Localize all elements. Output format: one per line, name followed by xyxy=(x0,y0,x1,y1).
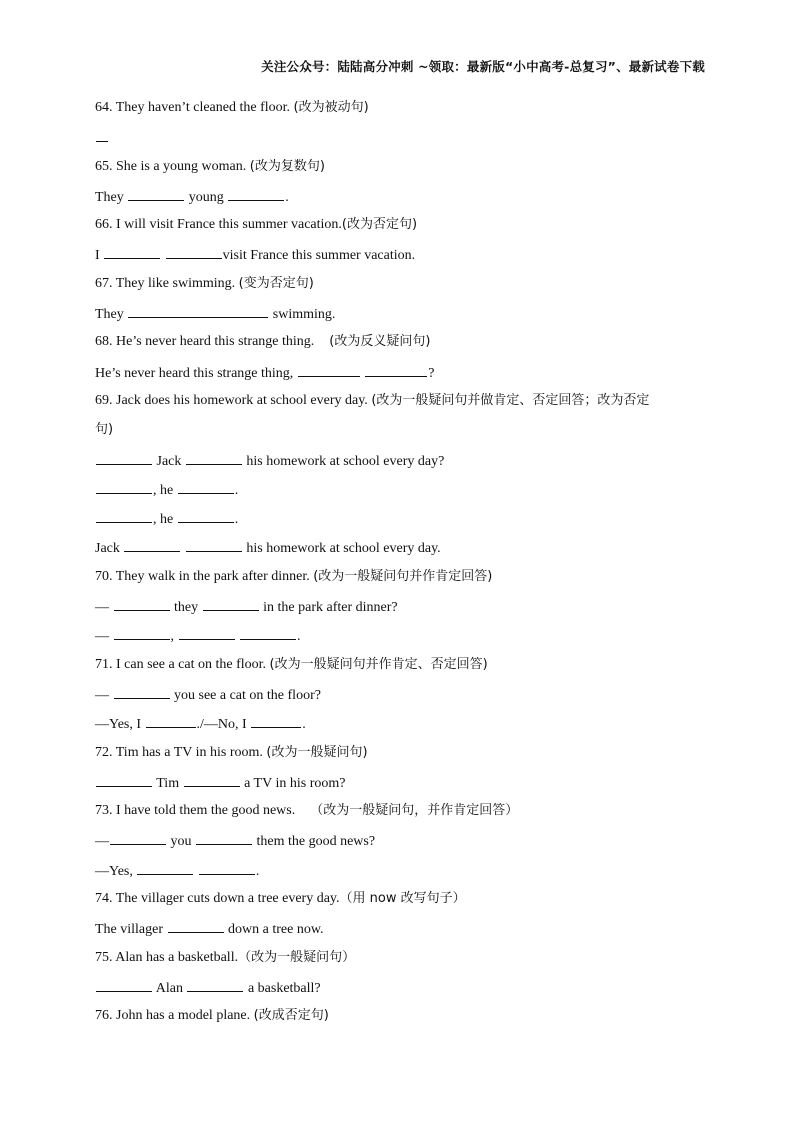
answer-blank[interactable] xyxy=(137,860,193,875)
question-75 xyxy=(95,948,705,977)
answer-blank[interactable] xyxy=(166,244,222,259)
question-instruction: （改为一般疑问句） xyxy=(238,949,356,965)
question-text: The villager cuts down a tree every day. xyxy=(115,891,340,907)
answer-line-64 xyxy=(95,127,705,156)
answer-blank[interactable] xyxy=(96,450,152,465)
answer-text: . xyxy=(302,717,306,733)
page-header: 关注公众号：陆陆高分冲刺 ~领取：最新版“小中高考-总复习”、最新试卷下载 xyxy=(261,59,705,74)
answer-line-72 xyxy=(95,772,705,801)
exercise-list xyxy=(95,98,705,1036)
answer-blank[interactable] xyxy=(251,713,301,728)
question-number: 71. xyxy=(95,656,113,672)
answer-text: a TV in his room? xyxy=(244,775,346,791)
question-text: They like swimming. xyxy=(115,275,236,291)
answer-blank[interactable] xyxy=(228,186,284,201)
answer-line-74 xyxy=(95,918,705,947)
question-number: 69. xyxy=(95,392,113,408)
answer-text: you see a cat on the floor? xyxy=(174,687,321,703)
answer-text: —Yes, I xyxy=(95,717,142,733)
question-text: She is a young woman. xyxy=(116,158,247,174)
question-text: He’s never heard this strange thing. xyxy=(116,334,315,350)
question-76 xyxy=(95,1006,705,1035)
question-instruction: (改为反义疑问句) xyxy=(329,334,431,350)
answer-line-69-b xyxy=(95,479,705,508)
answer-text: —Yes, xyxy=(95,863,133,879)
answer-blank[interactable] xyxy=(128,303,268,318)
answer-text: — xyxy=(95,629,109,645)
answer-text: Jack xyxy=(95,541,120,557)
question-65 xyxy=(95,157,705,186)
question-69 xyxy=(95,391,705,420)
question-instruction: (改为一般疑问句并作肯定、否定回答) xyxy=(269,656,488,672)
question-number: 64. xyxy=(95,100,113,115)
question-72 xyxy=(95,743,705,772)
answer-text: . xyxy=(285,189,289,205)
answer-blank[interactable] xyxy=(168,918,224,933)
question-66 xyxy=(95,215,705,244)
answer-blank[interactable] xyxy=(96,479,152,494)
answer-blank[interactable] xyxy=(114,625,170,640)
answer-blank[interactable] xyxy=(240,625,296,640)
answer-text: — xyxy=(95,687,109,703)
answer-line-69-a xyxy=(95,450,705,479)
question-number: 67. xyxy=(95,275,113,291)
answer-text: his homework at school every day? xyxy=(246,453,445,469)
answer-text: ? xyxy=(428,365,435,381)
answer-text: , he xyxy=(153,512,174,528)
question-text: They walk in the park after dinner. xyxy=(115,568,310,584)
answer-text: down a tree now. xyxy=(228,922,324,938)
answer-text: They xyxy=(95,307,124,323)
answer-line-71-a xyxy=(95,684,705,713)
answer-text: them the good news? xyxy=(256,834,376,850)
question-instruction: (改为复数句) xyxy=(249,158,325,174)
answer-line-71-b xyxy=(95,713,705,742)
question-number: 65. xyxy=(95,158,113,174)
answer-blank[interactable] xyxy=(365,362,427,377)
answer-text: visit France this summer vacation. xyxy=(222,248,416,264)
question-instruction: (改为一般疑问句并做肯定、否定回答；改为否定 xyxy=(371,392,650,408)
answer-text: Tim xyxy=(156,775,180,791)
answer-line-69-c xyxy=(95,508,705,537)
answer-blank[interactable] xyxy=(199,860,255,875)
question-number: 70. xyxy=(95,568,113,584)
answer-text: , xyxy=(170,629,174,645)
answer-line-69-d xyxy=(95,537,705,566)
answer-text: you xyxy=(170,834,192,850)
answer-blank[interactable] xyxy=(96,772,152,787)
answer-line-70-a xyxy=(95,596,705,625)
answer-text: . xyxy=(234,512,239,528)
question-text: Tim has a TV in his room. xyxy=(115,744,263,760)
answer-blank[interactable] xyxy=(178,479,234,494)
answer-line-65 xyxy=(95,186,705,215)
answer-text: Alan xyxy=(155,980,183,996)
question-text: They haven’t cleaned the floor. xyxy=(115,100,291,115)
answer-text: — xyxy=(95,600,109,616)
question-68 xyxy=(95,332,705,361)
answer-text: a basketball? xyxy=(247,980,321,996)
answer-line-66 xyxy=(95,244,705,273)
answer-text: his homework at school every day. xyxy=(246,541,441,557)
answer-blank[interactable] xyxy=(124,537,180,552)
question-number: 72. xyxy=(95,744,113,760)
question-text: John has a model plane. xyxy=(116,1008,251,1024)
question-74 xyxy=(95,889,705,918)
question-text: I can see a cat on the floor. xyxy=(116,656,267,672)
question-number: 68. xyxy=(95,334,113,350)
question-number: 74. xyxy=(95,891,113,907)
question-text: I have told them the good news. xyxy=(116,803,296,819)
question-instruction: （用 now 改写句子） xyxy=(339,891,466,907)
answer-blank[interactable] xyxy=(96,127,108,142)
answer-blank[interactable] xyxy=(298,362,360,377)
question-instruction: (改为一般疑问句并作肯定回答) xyxy=(313,568,493,584)
answer-blank[interactable] xyxy=(104,244,160,259)
answer-text: , he xyxy=(153,482,174,498)
question-instruction: 句) xyxy=(95,422,114,438)
question-69-continued xyxy=(95,420,705,449)
answer-blank[interactable] xyxy=(96,508,152,523)
answer-text: young xyxy=(188,189,224,205)
answer-blank[interactable] xyxy=(146,713,196,728)
answer-blank[interactable] xyxy=(114,684,170,699)
answer-text: they xyxy=(174,600,199,616)
question-instruction: (改为被动句) xyxy=(293,100,369,115)
question-instruction: (改为否定句) xyxy=(341,217,418,233)
question-text: I will visit France this summer vacation. xyxy=(116,217,342,233)
answer-line-67 xyxy=(95,303,705,332)
answer-text: I xyxy=(95,248,100,264)
answer-text: ./—No, I xyxy=(196,717,247,733)
answer-text: The villager xyxy=(95,922,164,938)
question-instruction: (变为否定句) xyxy=(238,275,314,291)
question-71 xyxy=(95,655,705,684)
question-64 xyxy=(95,98,705,127)
question-number: 75. xyxy=(95,949,113,965)
answer-line-68 xyxy=(95,362,705,391)
answer-blank[interactable] xyxy=(96,977,152,992)
answer-line-73-b xyxy=(95,860,705,889)
answer-blank[interactable] xyxy=(196,830,252,845)
question-number: 76. xyxy=(95,1008,113,1024)
answer-line-75 xyxy=(95,977,705,1006)
answer-text: swimming. xyxy=(272,307,336,323)
answer-text: — xyxy=(95,834,109,850)
question-text: Jack does his homework at school every day. xyxy=(116,392,368,408)
answer-text: . xyxy=(234,482,239,498)
question-instruction: (改成否定句) xyxy=(253,1008,329,1024)
question-70 xyxy=(95,567,705,596)
answer-text: He’s never heard this strange thing, xyxy=(95,365,294,381)
question-instruction: （改为一般疑问句，并作肯定回答） xyxy=(310,803,519,819)
question-text: Alan has a basketball. xyxy=(115,949,239,965)
answer-blank[interactable] xyxy=(128,186,184,201)
answer-blank[interactable] xyxy=(186,450,242,465)
answer-blank[interactable] xyxy=(186,537,242,552)
question-number: 66. xyxy=(95,217,113,233)
answer-blank[interactable] xyxy=(203,596,259,611)
answer-line-70-b xyxy=(95,625,705,654)
question-73 xyxy=(95,801,705,830)
answer-text: Jack xyxy=(156,453,182,469)
question-67 xyxy=(95,274,705,303)
answer-text: in the park after dinner? xyxy=(263,600,398,616)
answer-line-73-a xyxy=(95,830,705,859)
answer-blank[interactable] xyxy=(187,977,243,992)
answer-blank[interactable] xyxy=(110,830,166,845)
answer-blank[interactable] xyxy=(184,772,240,787)
question-instruction: (改为一般疑问句) xyxy=(266,744,368,760)
answer-text: . xyxy=(255,863,260,879)
answer-text: They xyxy=(95,189,124,205)
answer-text: . xyxy=(297,629,301,645)
answer-blank[interactable] xyxy=(114,596,170,611)
question-number: 73. xyxy=(95,803,113,819)
answer-blank[interactable] xyxy=(178,508,234,523)
answer-blank[interactable] xyxy=(179,625,235,640)
